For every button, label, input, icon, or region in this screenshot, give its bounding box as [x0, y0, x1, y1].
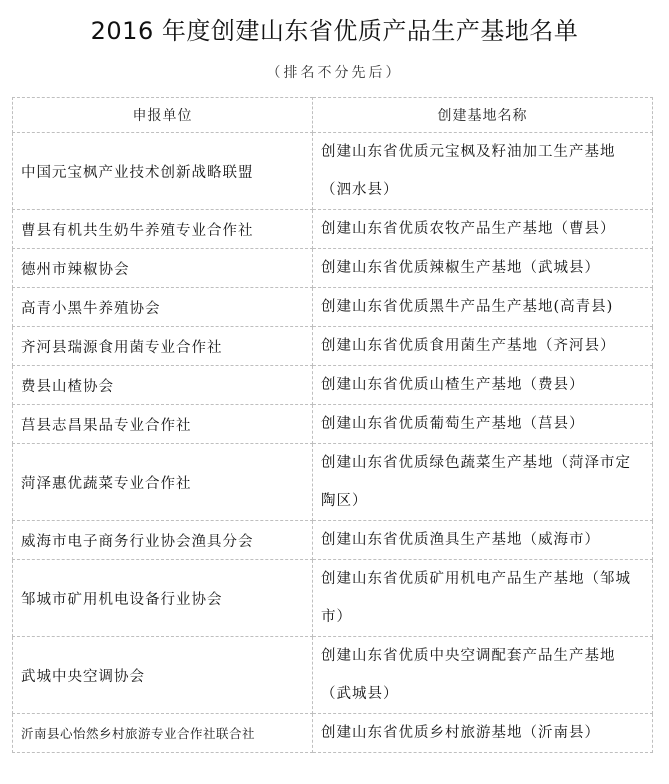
table-row — [13, 210, 653, 249]
base-list-table — [12, 97, 653, 753]
table-row — [13, 327, 653, 366]
table-row — [13, 444, 653, 521]
base-cell: 创建山东省优质元宝枫及籽油加工生产基地（泗水县） — [313, 133, 653, 210]
unit-cell: 武城中央空调协会 — [13, 637, 313, 714]
base-cell: 创建山东省优质乡村旅游基地（沂南县） — [313, 714, 653, 753]
unit-cell: 高青小黑牛养殖协会 — [13, 288, 313, 327]
unit-cell: 齐河县瑞源食用菌专业合作社 — [13, 327, 313, 366]
header-base: 创建基地名称 — [313, 98, 653, 133]
header-unit: 申报单位 — [13, 98, 313, 133]
base-cell: 创建山东省优质渔具生产基地（威海市） — [313, 521, 653, 560]
unit-cell: 威海市电子商务行业协会渔具分会 — [13, 521, 313, 560]
table-row — [13, 714, 653, 753]
base-cell: 创建山东省优质辣椒生产基地（武城县） — [313, 249, 653, 288]
base-cell: 创建山东省优质绿色蔬菜生产基地（菏泽市定陶区） — [313, 444, 653, 521]
base-cell: 创建山东省优质中央空调配套产品生产基地（武城县） — [313, 637, 653, 714]
page-subtitle: （排名不分先后） — [266, 65, 403, 81]
unit-cell: 沂南县心怡然乡村旅游专业合作社联合社 — [13, 714, 313, 753]
page-title: 2016 年度创建山东省优质产品生产基地名单 — [90, 17, 579, 45]
table-row — [13, 249, 653, 288]
base-cell: 创建山东省优质农牧产品生产基地（曹县） — [313, 210, 653, 249]
table-header-row — [13, 98, 653, 133]
unit-cell: 菏泽惠优蔬菜专业合作社 — [13, 444, 313, 521]
base-cell: 创建山东省优质黑牛产品生产基地(高青县) — [313, 288, 653, 327]
unit-cell: 邹城市矿用机电设备行业协会 — [13, 560, 313, 637]
table-row — [13, 521, 653, 560]
table-row — [13, 133, 653, 210]
unit-cell: 费县山楂协会 — [13, 366, 313, 405]
unit-cell: 曹县有机共生奶牛养殖专业合作社 — [13, 210, 313, 249]
unit-cell: 莒县志昌果品专业合作社 — [13, 405, 313, 444]
table-row — [13, 288, 653, 327]
base-cell: 创建山东省优质食用菌生产基地（齐河县） — [313, 327, 653, 366]
table-row — [13, 366, 653, 405]
base-cell: 创建山东省优质葡萄生产基地（莒县） — [313, 405, 653, 444]
unit-cell: 德州市辣椒协会 — [13, 249, 313, 288]
base-cell: 创建山东省优质山楂生产基地（费县） — [313, 366, 653, 405]
unit-cell: 中国元宝枫产业技术创新战略联盟 — [13, 133, 313, 210]
table-row — [13, 637, 653, 714]
table-row — [13, 560, 653, 637]
table-row — [13, 405, 653, 444]
base-cell: 创建山东省优质矿用机电产品生产基地（邹城市） — [313, 560, 653, 637]
